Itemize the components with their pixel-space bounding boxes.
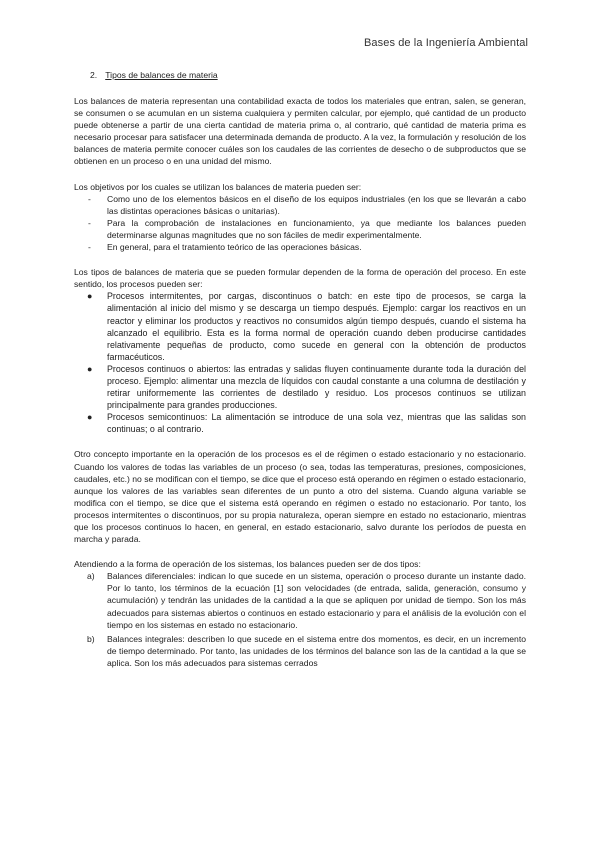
dash-marker: -	[88, 217, 91, 228]
list-item-text: En general, para el tratamiento teórico de las operaciones básicas.	[107, 242, 362, 253]
list-item	[74, 193, 526, 217]
list-item-text: Como uno de los elementos básicos en el diseño de los equipos industriales (en los que se llevarán a cabo las distintas operaciones básicas o unitarias).	[107, 193, 526, 216]
balance-types-list	[74, 570, 526, 669]
list-item-text: Balances integrales: describen lo que sucede en el sistema entre dos momentos, es decir, en un incremento de tiempo determinado. Por tanto, las unidades de los términos del balance son las de la cantidad a la que se aplica. Son los más adecuados para sistemas cerrados	[107, 633, 526, 668]
objectives-list	[74, 193, 526, 253]
dash-marker: -	[88, 193, 91, 204]
section-number: 2.	[90, 70, 98, 80]
section-title: Tipos de balances de materia	[105, 70, 218, 80]
intro-paragraph: Los balances de materia representan una contabilidad exacta de todos los materiales que entran, salen, se generan, se consumen o se acumulan en un sistema cualquiera y permiten calcular, por ejemplo, qué cantidad de un producto puede obtenerse a partir de una cierta cantidad de materia prima o, al contrario, qué cantidad de materia prima es necesario procesar para satisfacer una determinada demanda de producto. A la vez, la formulación y resolución de los balances de materia permite conocer cuáles son los caudales de las corrientes de desecho o de subproductos que se obtienen en un proceso o en una unidad del mismo.	[74, 96, 526, 167]
bullet-marker: ●	[87, 291, 93, 302]
balance-types-intro-paragraph: Atendiendo a la forma de operación de los sistemas, los balances pueden ser de dos tipos:	[74, 559, 421, 570]
list-item	[74, 363, 526, 411]
list-item-text: Procesos intermitentes, por cargas, discontinuos o batch: en este tipo de procesos, se carga la alimentación al inicio del mismo y se descarga un tiempo después. Ejemplo: cargar los reactivos en un reactor y eliminar los productos y reactivos no consumidos algún tiempo después, cuando el sistema ha alcanzado el equilibrio. Esta es la forma normal de operación cuando deben producirse cantidades relativamente pequeñas de producto, como sucede en general con la obtención de productos farmacéuticos.	[107, 291, 526, 362]
bullet-marker: ●	[87, 363, 93, 374]
list-item	[74, 290, 526, 363]
list-item	[74, 633, 526, 669]
list-item-text: Para la comprobación de instalaciones en funcionamiento, ya que mediante los balances pueden determinarse algunas magnitudes que no son fáciles de medir experimentalmente.	[107, 217, 526, 240]
list-item	[74, 241, 526, 253]
ordered-marker: a)	[87, 571, 95, 582]
process-types-list	[74, 290, 526, 435]
regime-paragraph: Otro concepto importante en la operación de los procesos es el de régimen o estado estacionario y no estacionario. Cuando los valores de todas las variables de un proceso (o sea, todas las temperaturas, presiones, composiciones, caudales, etc.) no se modifican con el tiempo, se dice que el proceso está operando en régimen o estado estacionario, aunque los valores de las variables sean diferentes de un punto a otro del sistema. Cuando alguna variable se modifica con el tiempo, se dice que el sistema está operando en régimen o estado no estacionario. Por tanto, los procesos intermitentes o discontinuos, por su propia naturaleza, operan siempre en estado no estacionario, mientras que los procesos continuos lo hacen, en general, en estado estacionario, salvo durante los períodos de puesta en marcha y parada.	[74, 449, 526, 545]
objectives-intro-paragraph: Los objetivos por los cuales se utilizan los balances de materia pueden ser:	[74, 181, 362, 192]
page-content	[74, 70, 526, 669]
list-item-text: Procesos semicontinuos: La alimentación se introduce de una sola vez, mientras que las salidas son continuas; o al contrario.	[107, 412, 526, 435]
list-item	[74, 570, 526, 630]
running-header: Bases de la Ingeniería Ambiental	[363, 37, 528, 49]
list-item	[74, 217, 526, 241]
dash-marker: -	[88, 242, 91, 253]
types-intro-paragraph: Los tipos de balances de materia que se pueden formular dependen de la forma de operación del proceso. En este sentido, los procesos pueden ser:	[74, 267, 526, 290]
bullet-marker: ●	[87, 412, 93, 423]
section-heading	[90, 70, 526, 80]
ordered-marker: b)	[87, 633, 95, 644]
list-item-text: Procesos continuos o abiertos: las entradas y salidas fluyen continuamente durante toda la duración del proceso. Ejemplo: alimentar una mezcla de líquidos con caudal constante a una columna de destilación y retirar uniformemente las corrientes de destilado y residuo. Los procesos continuos se utilizan principalmente para grandes producciones.	[107, 363, 526, 411]
list-item-text: Balances diferenciales: indican lo que sucede en un sistema, operación o proceso durante un instante dado. Por lo tanto, los términos de la ecuación [1] son velocidades (de entrada, salida, generación, consumo y acumulación) y tendrán las unidades de la cantidad a la que se apliquen por unidad de tiempo. Son los más adecuados para sistemas abiertos o continuos en estado estacionario y para el análisis de la evolución con el tiempo en los sistemas en estado no estacionario.	[107, 571, 526, 630]
list-item	[74, 411, 526, 435]
